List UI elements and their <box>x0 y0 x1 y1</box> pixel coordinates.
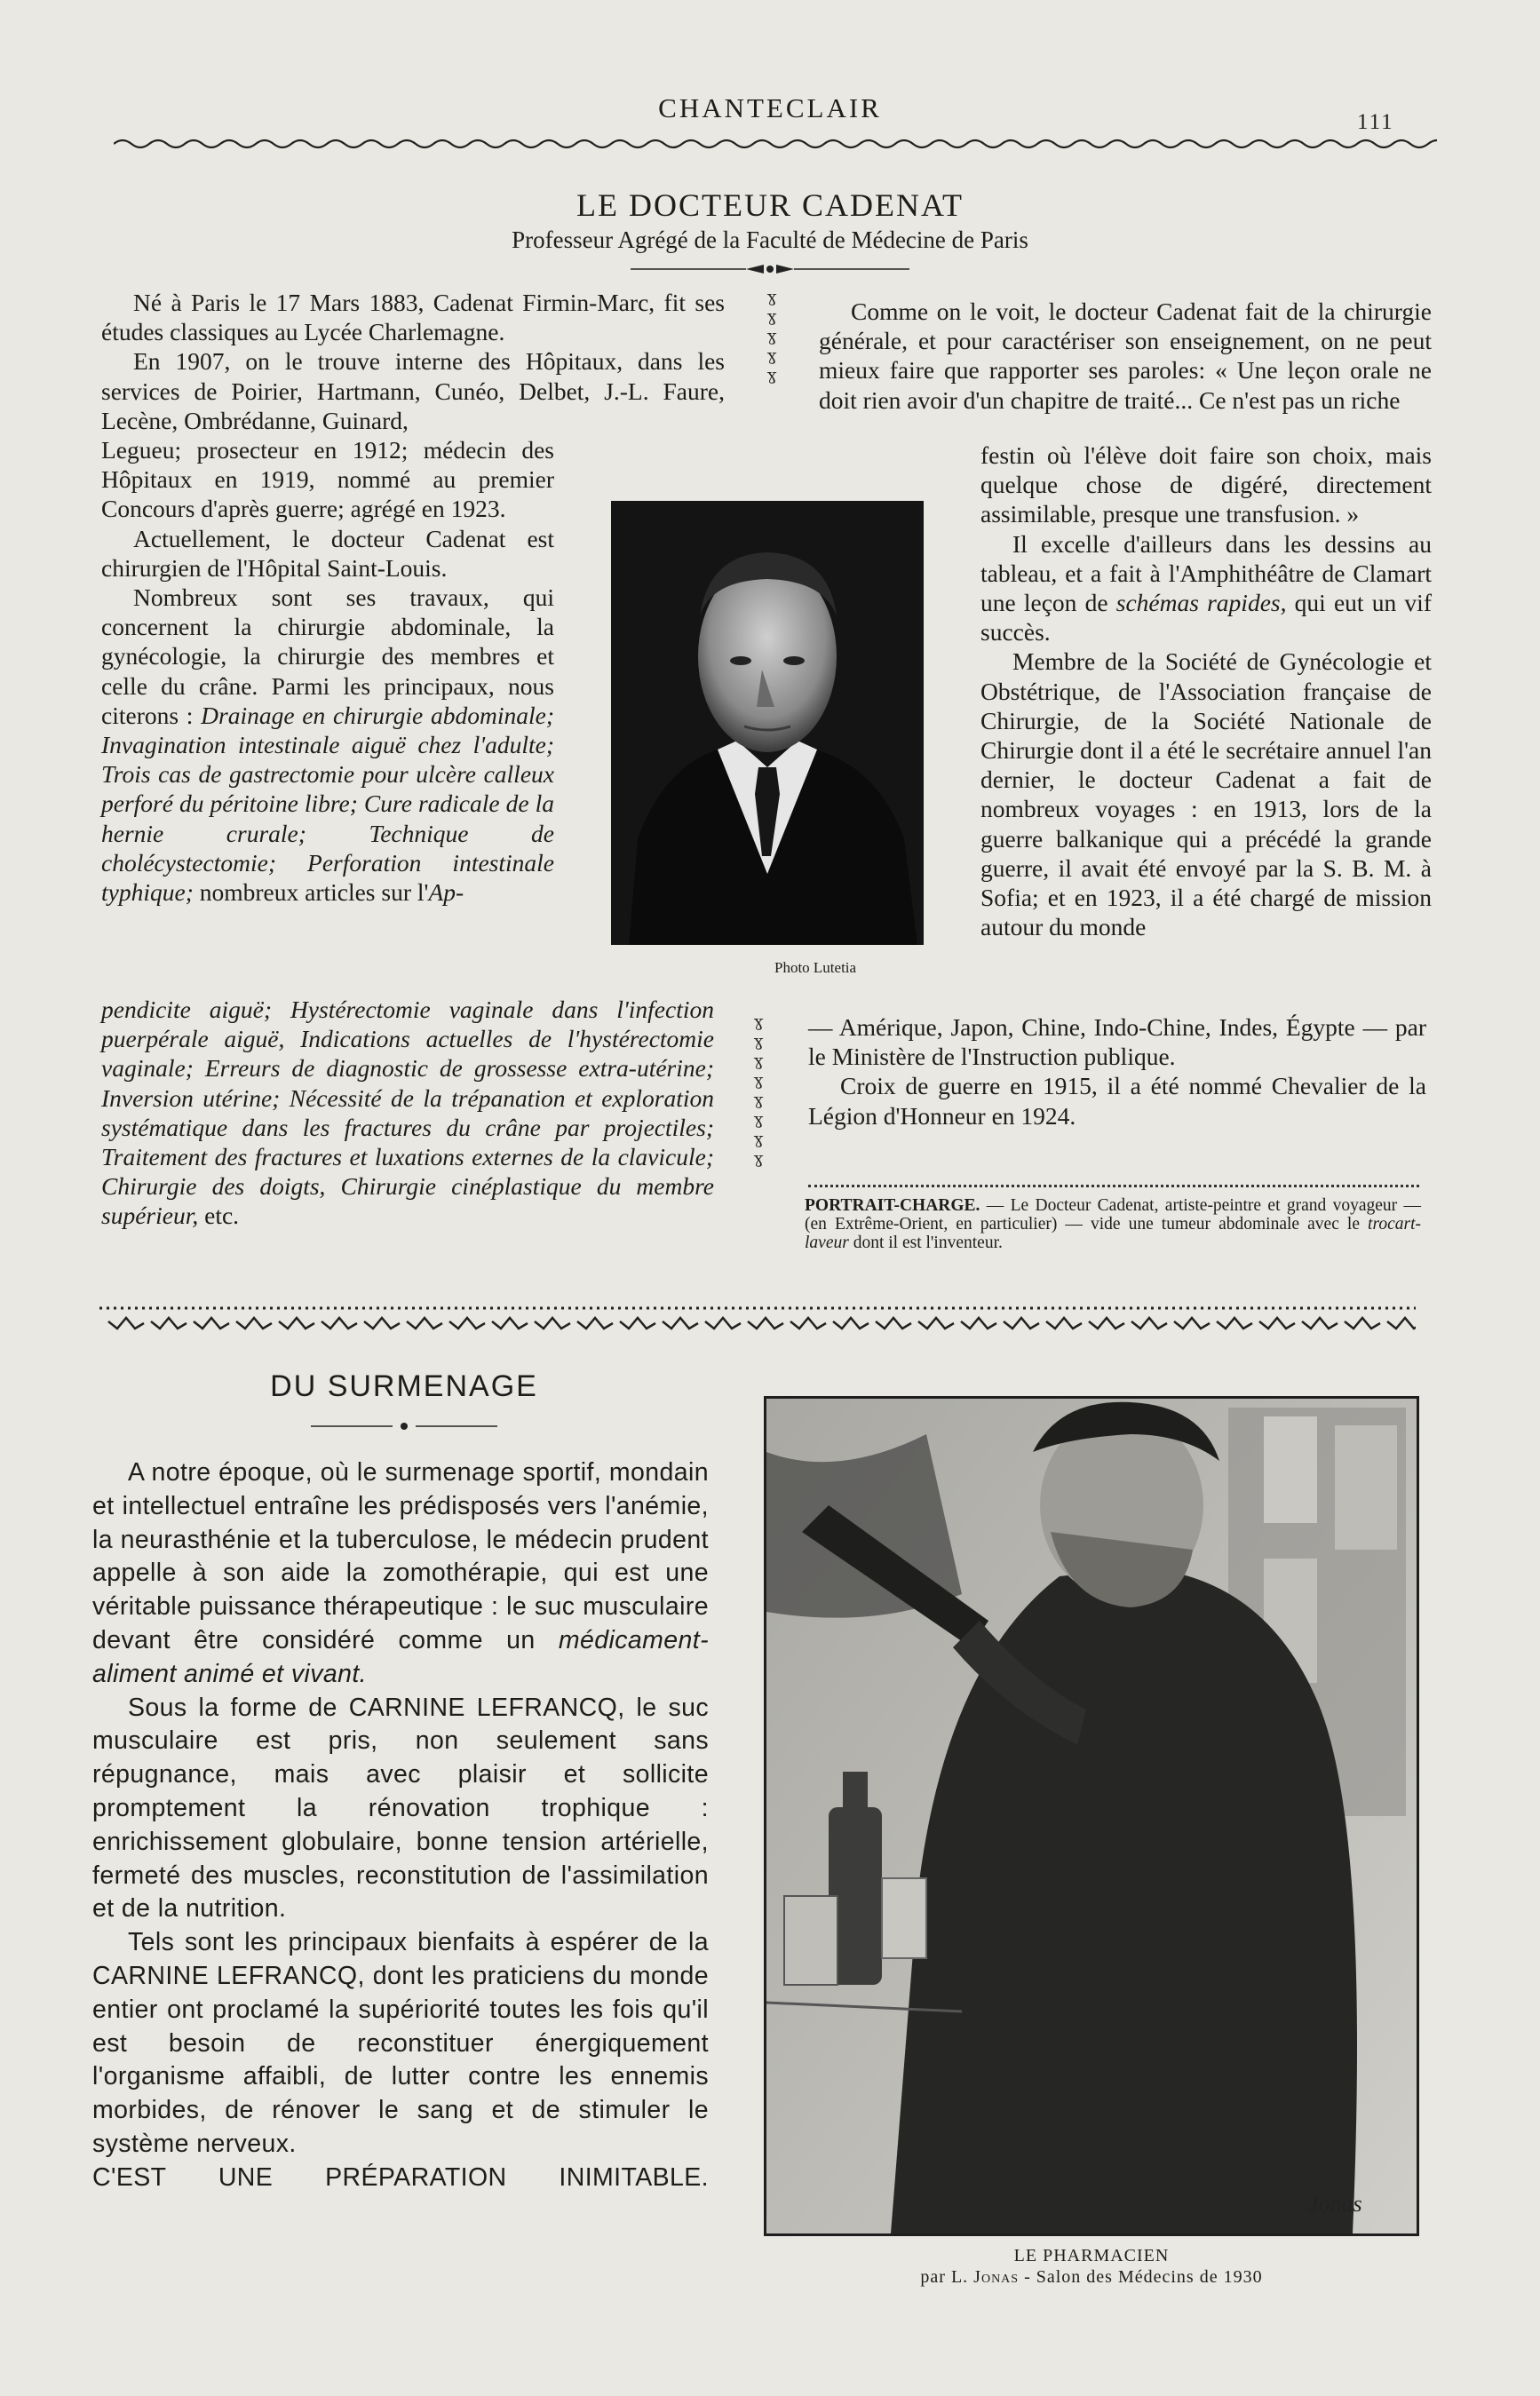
divider-ornament-icon <box>1131 1318 1167 1329</box>
article-paragraph: Membre de la Société de Gynécologie et Obstétrique, de l'Association française de Chirurgie, de la Société Nationale de Chirurgie dont il a été le secrétaire annuel l'an dernier, le docteur Cadenat a fait de nombreux voyages : en 1913, lors de la guerre balkanique qui a précédé la grande guerre, il avait été envoyé par la S. B. M. à Sofia; et en 1923, il a été chargé de mission autour du monde <box>980 647 1432 941</box>
article-right-column-wrap <box>980 440 1432 941</box>
paragraph-text: qui eut un vif succès. <box>980 589 1432 647</box>
emphasis-text: médicament-aliment animé et vivant. <box>92 1625 709 1688</box>
caption-text: dont il est l'inventeur. <box>848 1234 1003 1252</box>
divider-ornament-icon <box>151 1318 187 1329</box>
paragraph-text: Il excelle d'ailleurs dans les dessins au tableau, et a fait à l'Amphithéâtre de Clamart une leçon de <box>980 529 1432 617</box>
article-paragraph <box>101 995 714 1231</box>
caption-text: — Le Docteur Cadenat, artiste-peintre et grand voyageur — (en Extrême-Orient, en particulier) — vide une tumeur abdominale avec le <box>805 1196 1421 1234</box>
painting-artwork <box>766 1399 1417 2233</box>
article-paragraph <box>980 529 1432 647</box>
divider-ornament-icon <box>790 1318 826 1329</box>
article-subtitle: Professeur Agrégé de la Faculté de Médecine de Paris <box>512 226 1028 253</box>
divider-ornament-icon <box>279 1318 314 1329</box>
caption-emphasis: trocart-laveur <box>805 1215 1421 1252</box>
divider-ornament-icon <box>918 1318 954 1329</box>
article-left-column-top <box>101 288 725 435</box>
surmenage-article <box>92 1456 709 2195</box>
portrait-charge-caption <box>805 1196 1421 1252</box>
running-header: CHANTECLAIR <box>658 92 882 123</box>
works-list: Drainage en chirurgie abdominale; Invagination intestinale aiguë chez l'adulte; Trois cas de gastrectomie pour ulcère calleux perforé du péritoine libre; Cure radicale de la hernie crurale; Technique de cholécystectomie; Perforation intestinale typhique; <box>101 701 554 907</box>
paragraph-text: A notre époque, où le surmenage sportif, mondain et intellectuel entraîne les prédisposés vers l'anémie, la neurasthénie et la tuberculose, le médecin prudent appelle à son aide la zomothérapie, qui est une véritable puissance thérapeutique : le suc musculaire devant être considéré comme un <box>92 1458 709 1654</box>
article-paragraph: Comme on le voit, le docteur Cadenat fait de la chirurgie générale, et pour caractériser son enseignement, on ne peut mieux faire que rapporter ses paroles: « Une leçon orale ne doit rien avoir d'un chapitre de traité... Ce n'est pas un riche <box>819 298 1432 414</box>
article-paragraph <box>92 1456 709 1692</box>
section-ornament-icon <box>311 1419 497 1433</box>
paragraph-text: nombreux articles sur l' <box>193 878 429 907</box>
paragraph-text: Nombreux sont ses travaux, qui concernent la chirurgie abdominale, la gynécologie, la chirurgie des membres et celle du crâne. Parmi les principaux, nous citerons : <box>101 583 554 729</box>
article-closing-line: C'EST UNE PRÉPARATION INIMITABLE. <box>92 2162 709 2192</box>
article-paragraph <box>101 583 554 907</box>
divider-ornament-icon <box>1259 1318 1295 1329</box>
article-paragraph: festin où l'élève doit faire son choix, mais quelque chose de digéré, directement assimilable, presque une transfusion. » <box>980 441 1432 528</box>
divider-ornament-icon <box>1217 1318 1252 1329</box>
article-left-column-wrap <box>101 435 554 907</box>
divider-ornament-icon <box>1046 1318 1082 1329</box>
article-paragraph: Né à Paris le 17 Mars 1883, Cadenat Firmin-Marc, fit ses études classiques au Lycée Charlemagne. <box>101 289 725 346</box>
article-left-column-bottom <box>101 995 714 1231</box>
divider-ornament-icon <box>194 1318 229 1329</box>
credit-text: par L. <box>920 2267 974 2287</box>
divider-ornament-icon <box>663 1318 698 1329</box>
painting-caption <box>764 2245 1419 2288</box>
divider-ornament-icon <box>748 1318 783 1329</box>
credit-text: - Salon des Médecins de 1930 <box>1019 2267 1263 2287</box>
divider-ornament-icon <box>705 1318 741 1329</box>
divider-ornament-icon <box>236 1318 272 1329</box>
artist-name: Jonas <box>973 2267 1020 2287</box>
title-ornament-icon <box>631 262 909 276</box>
article-title: LE DOCTEUR CADENAT <box>576 187 964 223</box>
divider-ornament-icon <box>876 1318 911 1329</box>
divider-ornament-icon <box>449 1318 485 1329</box>
divider-ornament-icon <box>620 1318 655 1329</box>
divider-ornament-icon <box>407 1318 442 1329</box>
column-ornament-icon: ɣ ɣ ɣ ɣ ɣ <box>766 288 777 385</box>
emphasis-text: schémas rapides, <box>1115 589 1287 617</box>
article-right-column-top <box>819 297 1432 415</box>
divider-ornament-icon <box>961 1318 996 1329</box>
article-paragraph: Croix de guerre en 1915, il a été nommé Chevalier de la Légion d'Honneur en 1924. <box>808 1072 1426 1130</box>
divider-ornament-icon <box>1345 1318 1380 1329</box>
caption-label: PORTRAIT-CHARGE. <box>805 1196 980 1215</box>
divider-ornament-icon <box>364 1318 400 1329</box>
painting-credit <box>764 2266 1419 2288</box>
works-list: pendicite aiguë; Hystérectomie vaginale dans l'infection puerpérale aiguë, Indications actuelles de l'hystérectomie vaginale; Erreurs de diagnostic de grossesse extra-utérine; Inversion utérine; Nécessité de la trépanation et exploration systématique dans les fractures du crâne par projectiles; Traitement des fractures et luxations externes de la clavicule; Chirurgie des doigts, Chirurgie cinéplastique du membre supérieur, <box>101 996 714 1230</box>
portrait-photo <box>611 501 924 945</box>
divider-ornament-icon <box>1004 1318 1039 1329</box>
works-list: Ap- <box>428 878 464 907</box>
photo-credit: Photo Lutetia <box>774 959 857 976</box>
section-title: DU SURMENAGE <box>270 1369 538 1403</box>
article-paragraph: Actuellement, le docteur Cadenat est chirurgien de l'Hôpital Saint-Louis. <box>101 524 554 582</box>
painting-title: LE PHARMACIEN <box>1013 2246 1170 2265</box>
portrait-figure <box>611 501 924 945</box>
divider-ornament-icon <box>833 1318 869 1329</box>
divider-ornament-icon <box>108 1318 144 1329</box>
section-divider <box>99 1305 1416 1336</box>
article-right-column-bottom <box>808 1012 1426 1131</box>
divider-ornament-icon <box>1302 1318 1338 1329</box>
article-paragraph: Tels sont les principaux bienfaits à espérer de la CARNINE LEFRANCQ, dont les praticiens du monde entier ont proclamé la supériorité toutes les fois qu'il est besoin de reconstituer énergiquement l'organisme affaibli, de lutter contre les ennemis morbides, de rénover le sang et de stimuler le système nerveux. <box>92 1928 709 2158</box>
header-wavy-rule <box>114 133 1437 155</box>
article-paragraph: — Amérique, Japon, Chine, Indo-Chine, Indes, Égypte — par le Ministère de l'Instruction publique. <box>808 1013 1426 1071</box>
divider-ornament-icon <box>1174 1318 1210 1329</box>
divider-ornament-icon <box>1089 1318 1124 1329</box>
divider-ornament-icon <box>492 1318 528 1329</box>
column-ornament-icon: ɣ ɣ ɣ ɣ ɣ ɣ ɣ ɣ <box>753 1012 764 1168</box>
pharmacien-painting <box>764 1396 1419 2236</box>
divider-ornament-icon <box>321 1318 357 1329</box>
divider-ornament-icon <box>1387 1318 1416 1329</box>
article-paragraph: Sous la forme de CARNINE LEFRANCQ, le suc musculaire est pris, non seulement sans répugnance, mais avec plaisir et sollicite promptement la rénovation trophique : enrichissement globulaire, bonne tension artérielle, fermeté des muscles, reconstitution de l'assimilation et de la nutrition. <box>92 1693 709 1924</box>
painting-signature: Jonas <box>1308 2191 1362 2217</box>
divider-ornament-icon <box>577 1318 613 1329</box>
article-paragraph: En 1907, on le trouve interne des Hôpitaux, dans les services de Poirier, Hartmann, Cunéo, Delbet, J.-L. Faure, Lecène, Ombrédanne, Guinard, <box>101 347 725 434</box>
paragraph-text: etc. <box>198 1202 240 1230</box>
divider-ornament-icon <box>535 1318 570 1329</box>
page-number: 111 <box>1357 110 1394 134</box>
caption-dotted-rule <box>808 1185 1419 1187</box>
article-paragraph: Legueu; prosecteur en 1912; médecin des Hôpitaux en 1919, nommé au premier Concours d'après guerre; agrégé en 1923. <box>101 436 554 523</box>
